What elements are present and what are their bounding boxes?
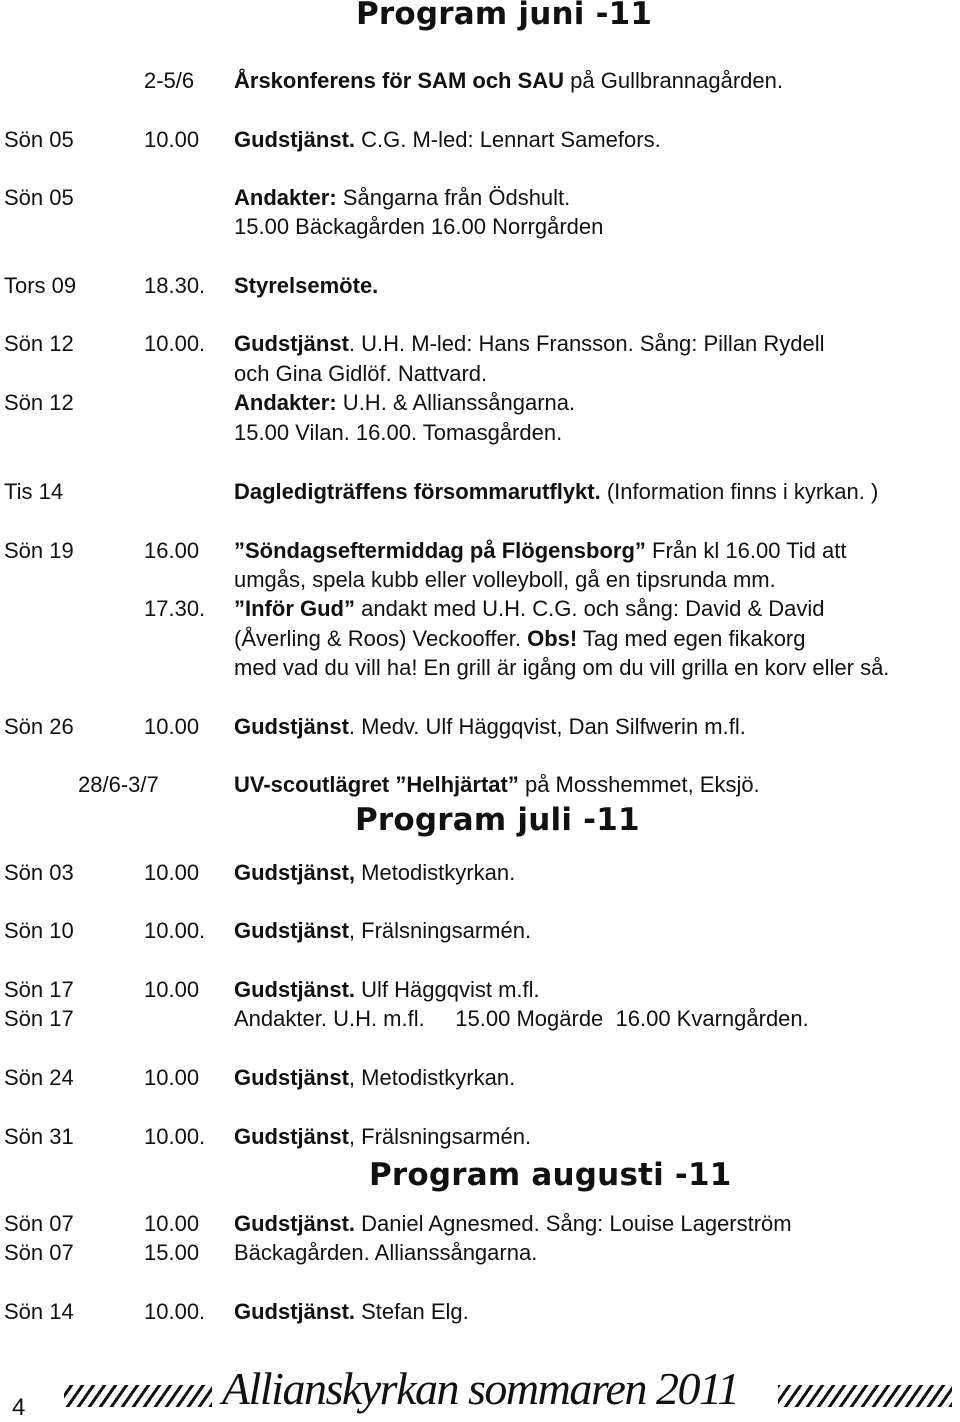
event-description: Andakter. U.H. m.fl. 15.00 Mogärde 16.00 Kvarngården.: [234, 1006, 809, 1031]
event-title: Gudstjänst.: [234, 977, 356, 1002]
event-day: Sön 14: [4, 1299, 74, 1324]
event-description: [234, 390, 575, 416]
event-day: Sön 17: [4, 1006, 74, 1031]
event-details: , Metodistkyrkan.: [348, 1065, 516, 1090]
event-description: [234, 479, 878, 505]
event-time: 10.00.: [144, 1124, 206, 1149]
event-day: Sön 26: [4, 714, 74, 739]
event-details-line: 15.00 Bäckagården 16.00 Norrgården: [234, 214, 604, 239]
event-details: Stefan Elg.: [355, 1299, 469, 1324]
event-title: UV-scoutlägret: [234, 772, 396, 797]
event-description: [234, 538, 846, 564]
event-title: ”Inför Gud”: [234, 596, 355, 621]
event-day: Sön 17: [4, 977, 74, 1002]
event-details: Daniel Agnesmed. Sång: Louise Lagerström: [355, 1211, 792, 1236]
event-title: Gudstjänst: [234, 1124, 349, 1149]
event-description: [234, 1065, 515, 1091]
event-details: (Information finns i kyrkan. ): [600, 479, 879, 504]
event-description: [234, 273, 378, 299]
hatch-decoration-left: [64, 1385, 212, 1407]
event-time: 10.00: [144, 860, 200, 885]
event-title: Gudstjänst,: [234, 860, 356, 885]
event-title: Gudstjänst: [234, 714, 349, 739]
event-title: Årskonferens för SAM och SAU: [234, 68, 565, 93]
event-description: [234, 977, 540, 1003]
event-time: 10.00: [144, 977, 200, 1002]
event-day: Sön 05: [4, 127, 74, 152]
event-time: 16.00: [144, 538, 200, 563]
event-time: 17.30.: [144, 596, 206, 621]
event-time: 10.00: [144, 1211, 200, 1236]
event-day: Sön 05: [4, 185, 74, 210]
event-description: [234, 1124, 531, 1150]
event-details: , Frälsningsarmén.: [348, 918, 532, 943]
event-details: . U.H. M-led: Hans Fransson. Sång: Pillan Rydell: [348, 331, 825, 356]
event-details-line: med vad du vill ha! En grill är igång om du vill grilla en korv eller så.: [234, 655, 890, 680]
event-time: 15.00: [144, 1240, 200, 1265]
july-heading: Program juli -11: [355, 802, 640, 838]
event-day: Tors 09: [4, 273, 77, 298]
event-details-line: 15.00 Vilan. 16.00. Tomasgården.: [234, 420, 563, 445]
event-title: Andakter:: [234, 390, 337, 415]
august-heading: Program augusti -11: [369, 1157, 732, 1193]
event-description: [234, 1299, 469, 1325]
event-details: på Gullbrannagården.: [564, 68, 783, 93]
event-date: 2-5/6: [144, 68, 195, 93]
event-details: U.H. & Allianssångarna.: [336, 390, 576, 415]
event-description: [234, 714, 746, 740]
event-title: Gudstjänst.: [234, 127, 356, 152]
event-details-line: umgås, spela kubb eller volleyboll, gå en tipsrunda mm.: [234, 567, 776, 592]
event-title: Styrelsemöte.: [234, 273, 379, 298]
event-day: Sön 07: [4, 1240, 74, 1265]
event-day: Sön 03: [4, 860, 74, 885]
event-title: Gudstjänst.: [234, 1299, 356, 1324]
event-details-line: (Åverling & Roos) Veckooffer. Obs! Tag med egen fikakorg: [234, 626, 806, 651]
event-title: Gudstjänst: [234, 331, 349, 356]
event-description: [234, 127, 661, 153]
event-title: Gudstjänst: [234, 918, 349, 943]
event-day: Sön 10: [4, 918, 74, 943]
event-details: andakt med U.H. C.G. och sång: David & David: [354, 596, 825, 621]
event-description: [234, 596, 825, 622]
event-time: 10.00: [144, 127, 200, 152]
event-date: 28/6-3/7: [78, 772, 159, 797]
hatch-decoration-right: [778, 1385, 952, 1407]
event-time: 10.00.: [144, 918, 206, 943]
event-time: 10.00.: [144, 1299, 206, 1324]
event-title: Andakter:: [234, 185, 337, 210]
event-details: C.G. M-led: Lennart Samefors.: [355, 127, 661, 152]
footer-title: Allianskyrkan sommaren 2011: [222, 1363, 739, 1414]
event-day: Sön 07: [4, 1211, 74, 1236]
event-description: [234, 331, 825, 357]
event-description: [234, 860, 515, 886]
june-heading: Program juni -11: [356, 0, 653, 32]
event-details: Ulf Häggqvist m.fl.: [355, 977, 540, 1002]
event-details: Från kl 16.00 Tid att: [645, 538, 847, 563]
event-time: 18.30.: [144, 273, 206, 298]
event-title: Dagledigträffens försommarutflykt.: [234, 479, 601, 504]
event-time: 10.00: [144, 1065, 200, 1090]
event-details-line: och Gina Gidlöf. Nattvard.: [234, 361, 488, 386]
event-title-quoted: ”Helhjärtat”: [395, 772, 519, 797]
event-description: Bäckagården. Allianssångarna.: [234, 1240, 538, 1265]
event-details: . Medv. Ulf Häggqvist, Dan Silfwerin m.fl.: [348, 714, 746, 739]
event-day: Tis 14: [4, 479, 64, 504]
event-time: 10.00.: [144, 331, 206, 356]
event-day: Sön 19: [4, 538, 74, 563]
event-description: [234, 772, 760, 798]
page-number: 4: [12, 1394, 26, 1421]
obs-label: Obs!: [527, 626, 578, 651]
event-title: ”Söndagseftermiddag på Flögensborg”: [234, 538, 646, 563]
event-description: [234, 1211, 792, 1237]
event-description: [234, 918, 531, 944]
event-details: Metodistkyrkan.: [355, 860, 516, 885]
event-day: Sön 31: [4, 1124, 74, 1149]
event-details: , Frälsningsarmén.: [348, 1124, 532, 1149]
event-day: Sön 24: [4, 1065, 74, 1090]
event-time: 10.00: [144, 714, 200, 739]
event-title: Gudstjänst: [234, 1065, 349, 1090]
event-title: Gudstjänst.: [234, 1211, 356, 1236]
event-day: Sön 12: [4, 390, 74, 415]
event-details: på Mosshemmet, Eksjö.: [518, 772, 760, 797]
event-day: Sön 12: [4, 331, 74, 356]
event-description: [234, 68, 783, 94]
event-details: Sångarna från Ödshult.: [336, 185, 571, 210]
event-description: [234, 185, 570, 211]
